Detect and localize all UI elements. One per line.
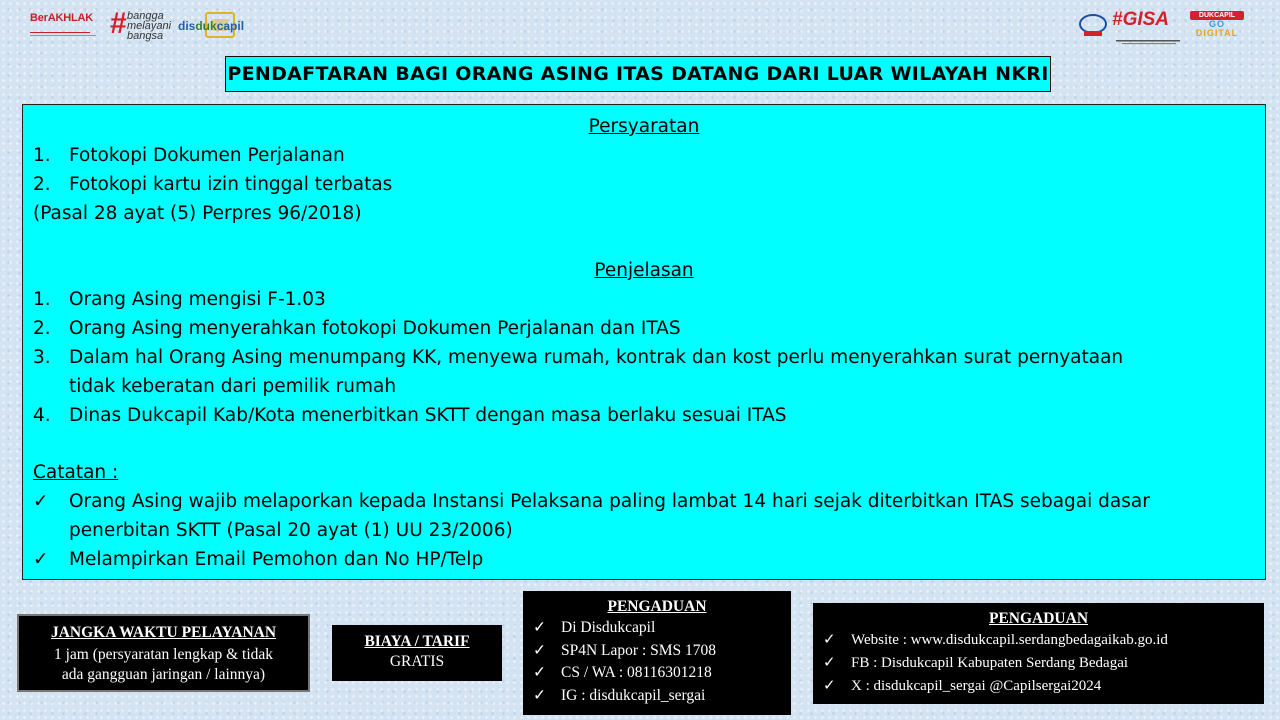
item-text: SP4N Lapor : SMS 1708 [561, 641, 717, 659]
penjelasan-item-continuation: tidak keberatan dari pemilik rumah [69, 376, 397, 397]
berakhlak-logo [30, 12, 108, 38]
jangka-waktu-line: 1 jam (persyaratan lengkap & tidak [53, 646, 274, 663]
capil-part: capil [216, 19, 245, 33]
item-text: Orang Asing wajib melaporkan kepada Instansi Pelaksana paling lambat 14 hari sejak diterbitkan ITAS sebagai dasar [69, 491, 1150, 512]
pengaduan-item [523, 617, 791, 640]
jangka-waktu-box [17, 614, 310, 692]
pengaduan-item [523, 662, 791, 685]
catatan-heading: Catatan : [33, 462, 119, 483]
item-number: 2. [33, 174, 51, 195]
persyaratan-item [33, 141, 345, 170]
dukcapil-go-bottom: DIGITAL [1195, 28, 1239, 38]
melayani-word: melayani [127, 20, 172, 32]
item-text: Orang Asing menyerahkan fotokopi Dokumen Perjalanan dan ITAS [69, 318, 681, 339]
item-text: Dinas Dukcapil Kab/Kota menerbitkan SKTT dengan masa berlaku sesuai ITAS [69, 405, 787, 426]
check-icon: ✓ [823, 632, 836, 648]
check-icon: ✓ [823, 655, 836, 671]
catatan-item [33, 545, 483, 574]
item-text: CS / WA : 08116301218 [561, 664, 712, 681]
catatan-item-continuation: penerbitan SKTT (Pasal 20 ayat (1) UU 23/2006) [69, 520, 513, 541]
pengaduan-item [523, 685, 791, 708]
bangga-logo-text [127, 11, 171, 41]
biaya-heading: BIAYA / TARIF [364, 633, 470, 650]
gisa-logo [1112, 10, 1186, 40]
persyaratan-note: (Pasal 28 ayat (5) Perpres 96/2018) [33, 203, 362, 224]
pengaduan-item [813, 675, 1264, 698]
pengaduan-box-online [813, 603, 1264, 704]
bangga-word: bangga [127, 10, 164, 22]
gisa-tagline-icon [1112, 39, 1186, 45]
duk-part: duk [195, 19, 217, 33]
penjelasan-item [33, 314, 681, 343]
item-number: 4. [33, 405, 51, 426]
item-text: Orang Asing mengisi F-1.03 [69, 289, 326, 310]
item-text: Website : www.disdukcapil.serdangbedagaikab.go.id [851, 632, 1168, 648]
item-number: 1. [33, 145, 51, 166]
hashtag-icon: # [110, 7, 127, 40]
item-number: 3. [33, 347, 51, 368]
check-icon: ✓ [533, 619, 546, 636]
dukcapil-go-digital-logo [1190, 11, 1244, 39]
berakhlak-logo-text: BerAKHLAK [30, 12, 93, 24]
dukcapil-prima-logo [1078, 12, 1108, 38]
jangka-waktu-line: ada gangguan jaringan / lainnya) [61, 666, 266, 683]
jangka-waktu-heading: JANGKA WAKTU PELAYANAN [50, 624, 277, 641]
biaya-box [332, 625, 502, 681]
item-text: Di Disdukcapil [561, 619, 656, 636]
penjelasan-item [33, 401, 787, 430]
main-info-panel [22, 104, 1266, 580]
penjelasan-item [33, 343, 1123, 372]
item-number: 1. [33, 289, 51, 310]
check-icon: ✓ [533, 664, 546, 681]
berakhlak-underline-icon [30, 31, 108, 39]
item-text: FB : Disdukcapil Kabupaten Serdang Bedagai [851, 655, 1129, 671]
item-text: IG : disdukcapil_sergai [561, 686, 706, 704]
pengaduan-box-local [523, 591, 791, 715]
pengaduan-item [523, 640, 791, 663]
item-text: Fotokopi kartu izin tinggal terbatas [69, 174, 393, 195]
pengaduan-heading: PENGADUAN [988, 610, 1089, 627]
check-icon: ✓ [823, 678, 836, 694]
item-text: Dalam hal Orang Asing menumpang KK, menyewa rumah, kontrak dan kost perlu menyerahkan surat pernyataan [69, 347, 1124, 368]
item-text: X : disdukcapil_sergai @Capilsergai2024 [851, 678, 1102, 694]
check-icon: ✓ [533, 686, 546, 704]
item-text: Melampirkan Email Pemohon dan No HP/Telp [69, 549, 484, 570]
page-title: PENDAFTARAN BAGI ORANG ASING ITAS DATANG DARI LUAR WILAYAH NKRI [225, 56, 1051, 92]
penjelasan-heading: Penjelasan [594, 260, 694, 281]
item-text: Fotokopi Dokumen Perjalanan [69, 145, 345, 166]
bangsa-word: bangsa [127, 30, 164, 42]
dukcapil-go-middle: GO [1208, 19, 1225, 29]
check-icon: ✓ [33, 549, 49, 570]
persyaratan-heading: Persyaratan [588, 116, 700, 137]
pengaduan-item [813, 652, 1264, 675]
gisa-logo-text: #GISA [1112, 9, 1170, 30]
dukcapil-prima-icon [1078, 12, 1108, 38]
item-number: 2. [33, 318, 51, 339]
dukcapil-go-top: DUKCAPIL [1190, 11, 1244, 20]
dis-part: dis [178, 19, 196, 33]
check-icon: ✓ [533, 641, 546, 659]
persyaratan-item [33, 170, 392, 199]
pengaduan-heading: PENGADUAN [607, 598, 707, 615]
disdukcapil-logo [178, 10, 270, 40]
catatan-item [33, 487, 1150, 516]
penjelasan-item [33, 285, 326, 314]
check-icon: ✓ [33, 491, 49, 512]
pengaduan-item [813, 629, 1264, 652]
biaya-value: GRATIS [389, 653, 445, 670]
disdukcapil-logo-text [178, 19, 244, 33]
bangga-melayani-bangsa-logo [110, 9, 172, 41]
